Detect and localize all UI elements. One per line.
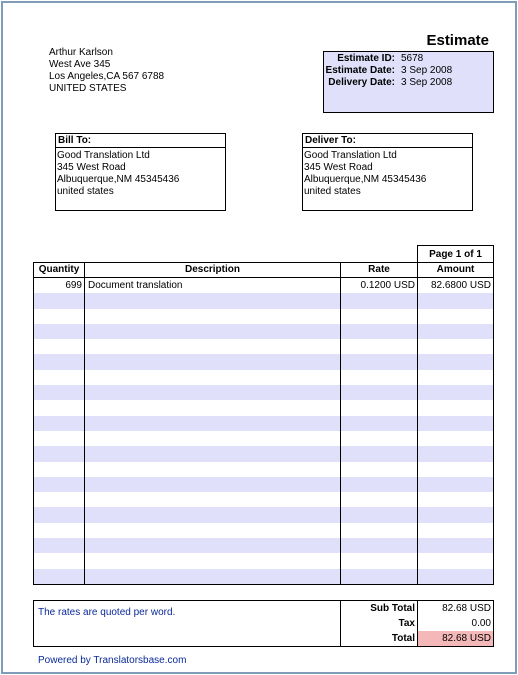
table-row bbox=[34, 462, 493, 477]
cell-amount bbox=[418, 507, 493, 522]
cell-rate bbox=[341, 507, 418, 522]
table-row bbox=[34, 431, 493, 446]
total-label: Total bbox=[391, 633, 415, 644]
estimate-date-label: Estimate Date: bbox=[325, 65, 395, 76]
table-row bbox=[34, 492, 493, 507]
deliver-to-line: Good Translation Ltd bbox=[304, 150, 397, 161]
cell-rate bbox=[341, 431, 418, 446]
sender-address bbox=[49, 47, 164, 95]
cell-rate bbox=[341, 339, 418, 354]
cell-description bbox=[85, 462, 341, 477]
estimate-meta-box bbox=[323, 51, 494, 113]
estimate-date-row bbox=[324, 65, 493, 77]
cell-amount bbox=[418, 416, 493, 431]
rates-note: The rates are quoted per word. bbox=[34, 601, 341, 646]
bill-to-address bbox=[56, 148, 225, 198]
estimate-id-label: Estimate ID: bbox=[337, 53, 395, 64]
cell-quantity bbox=[34, 339, 85, 354]
cell-rate bbox=[341, 370, 418, 385]
deliver-to-heading: Deliver To: bbox=[303, 134, 472, 148]
cell-description bbox=[85, 553, 341, 568]
cell-description bbox=[85, 569, 341, 584]
cell-quantity bbox=[34, 477, 85, 492]
delivery-date-row bbox=[324, 77, 493, 89]
bill-to-line: Albuquerque,NM 45345436 bbox=[57, 174, 180, 185]
estimate-id-value: 5678 bbox=[401, 53, 424, 64]
estimate-date-value: 3 Sep 2008 bbox=[401, 65, 453, 76]
cell-rate bbox=[341, 400, 418, 415]
cell-quantity bbox=[34, 370, 85, 385]
cell-description bbox=[85, 492, 341, 507]
cell-quantity bbox=[34, 569, 85, 584]
cell-amount bbox=[418, 446, 493, 461]
cell-quantity bbox=[34, 309, 85, 324]
cell-amount bbox=[418, 553, 493, 568]
cell-description bbox=[85, 416, 341, 431]
cell-rate bbox=[341, 523, 418, 538]
cell-amount bbox=[418, 477, 493, 492]
cell-amount bbox=[418, 385, 493, 400]
cell-amount bbox=[418, 431, 493, 446]
delivery-date-value: 3 Sep 2008 bbox=[401, 77, 453, 88]
cell-description bbox=[85, 507, 341, 522]
deliver-to-line: 345 West Road bbox=[304, 162, 373, 173]
table-row bbox=[34, 446, 493, 461]
cell-rate bbox=[341, 553, 418, 568]
table-row bbox=[34, 477, 493, 492]
cell-description bbox=[85, 293, 341, 308]
cell-rate bbox=[341, 462, 418, 477]
cell-description: Document translation bbox=[85, 278, 341, 293]
cell-description bbox=[85, 309, 341, 324]
table-row bbox=[34, 370, 493, 385]
table-row bbox=[34, 416, 493, 431]
deliver-to-box bbox=[302, 133, 473, 211]
cell-rate bbox=[341, 293, 418, 308]
cell-amount bbox=[418, 400, 493, 415]
cell-rate bbox=[341, 492, 418, 507]
cell-rate bbox=[341, 538, 418, 553]
cell-amount bbox=[418, 492, 493, 507]
header-amount: Amount bbox=[436, 264, 475, 275]
cell-quantity bbox=[34, 446, 85, 461]
cell-quantity bbox=[34, 538, 85, 553]
table-row bbox=[34, 339, 493, 354]
cell-quantity bbox=[34, 354, 85, 369]
cell-description bbox=[85, 385, 341, 400]
cell-description bbox=[85, 446, 341, 461]
deliver-to-line: Albuquerque,NM 45345436 bbox=[304, 174, 427, 185]
cell-description bbox=[85, 324, 341, 339]
cell-amount bbox=[418, 309, 493, 324]
table-row bbox=[34, 309, 493, 324]
cell-rate bbox=[341, 416, 418, 431]
sender-line: Los Angeles,CA 567 6788 bbox=[49, 71, 165, 82]
cell-amount bbox=[418, 370, 493, 385]
cell-amount: 82.6800 USD bbox=[430, 280, 491, 291]
cell-quantity bbox=[34, 523, 85, 538]
cell-description bbox=[85, 354, 341, 369]
deliver-to-line: united states bbox=[304, 186, 361, 197]
cell-amount bbox=[418, 339, 493, 354]
cell-quantity bbox=[34, 385, 85, 400]
cell-quantity bbox=[34, 400, 85, 415]
cell-rate bbox=[341, 477, 418, 492]
sender-line: UNITED STATES bbox=[49, 83, 127, 94]
bill-to-line: united states bbox=[57, 186, 114, 197]
delivery-date-label: Delivery Date: bbox=[328, 77, 395, 88]
cell-quantity bbox=[34, 553, 85, 568]
cell-amount bbox=[418, 538, 493, 553]
cell-description bbox=[85, 431, 341, 446]
cell-amount bbox=[418, 569, 493, 584]
table-row bbox=[34, 354, 493, 369]
cell-quantity bbox=[34, 462, 85, 477]
page-indicator: Page 1 of 1 bbox=[417, 245, 494, 263]
cell-rate bbox=[341, 569, 418, 584]
table-row bbox=[34, 538, 493, 553]
cell-amount bbox=[418, 354, 493, 369]
table-row bbox=[34, 324, 493, 339]
bill-to-line: Good Translation Ltd bbox=[57, 150, 150, 161]
table-row bbox=[34, 385, 493, 400]
bill-to-box bbox=[55, 133, 226, 211]
cell-amount bbox=[418, 324, 493, 339]
cell-amount bbox=[418, 293, 493, 308]
table-row bbox=[34, 400, 493, 415]
header-quantity: Quantity bbox=[34, 263, 85, 277]
table-header-row bbox=[34, 263, 493, 278]
summary-values bbox=[418, 601, 493, 646]
header-description: Description bbox=[85, 263, 341, 277]
table-row bbox=[34, 569, 493, 584]
cell-rate bbox=[341, 446, 418, 461]
cell-rate bbox=[341, 385, 418, 400]
cell-rate: 0.1200 USD bbox=[341, 278, 418, 293]
header-rate: Rate bbox=[341, 263, 418, 277]
document-title: Estimate bbox=[426, 32, 489, 49]
document-frame bbox=[1, 1, 517, 674]
bill-to-line: 345 West Road bbox=[57, 162, 126, 173]
cell-quantity bbox=[34, 492, 85, 507]
tax-value: 0.00 bbox=[471, 618, 491, 629]
table-row bbox=[34, 523, 493, 538]
bill-to-heading: Bill To: bbox=[56, 134, 225, 148]
cell-quantity bbox=[34, 507, 85, 522]
cell-rate bbox=[341, 354, 418, 369]
summary-labels bbox=[341, 601, 418, 646]
table-body bbox=[34, 278, 493, 584]
subtotal-label: Sub Total bbox=[370, 603, 415, 614]
cell-quantity bbox=[34, 416, 85, 431]
table-row bbox=[34, 553, 493, 568]
summary-section bbox=[33, 600, 494, 647]
table-row bbox=[34, 507, 493, 522]
table-row bbox=[34, 278, 493, 293]
powered-by-footer: Powered by Translatorsbase.com bbox=[38, 655, 187, 666]
sender-line: West Ave 345 bbox=[49, 59, 111, 70]
sender-line: Arthur Karlson bbox=[49, 47, 113, 58]
cell-quantity bbox=[34, 324, 85, 339]
cell-description bbox=[85, 538, 341, 553]
line-items-table bbox=[33, 262, 494, 585]
cell-description bbox=[85, 523, 341, 538]
cell-rate bbox=[341, 324, 418, 339]
table-row bbox=[34, 293, 493, 308]
cell-description bbox=[85, 370, 341, 385]
total-value: 82.68 USD bbox=[418, 631, 493, 646]
deliver-to-address bbox=[303, 148, 472, 198]
tax-label: Tax bbox=[398, 618, 415, 629]
cell-quantity: 699 bbox=[34, 278, 85, 293]
estimate-id-row bbox=[324, 53, 493, 65]
cell-description bbox=[85, 477, 341, 492]
cell-quantity bbox=[34, 431, 85, 446]
subtotal-value: 82.68 USD bbox=[442, 603, 491, 614]
cell-quantity bbox=[34, 293, 85, 308]
cell-description bbox=[85, 400, 341, 415]
cell-rate bbox=[341, 309, 418, 324]
cell-amount bbox=[418, 462, 493, 477]
cell-description bbox=[85, 339, 341, 354]
cell-amount bbox=[418, 523, 493, 538]
